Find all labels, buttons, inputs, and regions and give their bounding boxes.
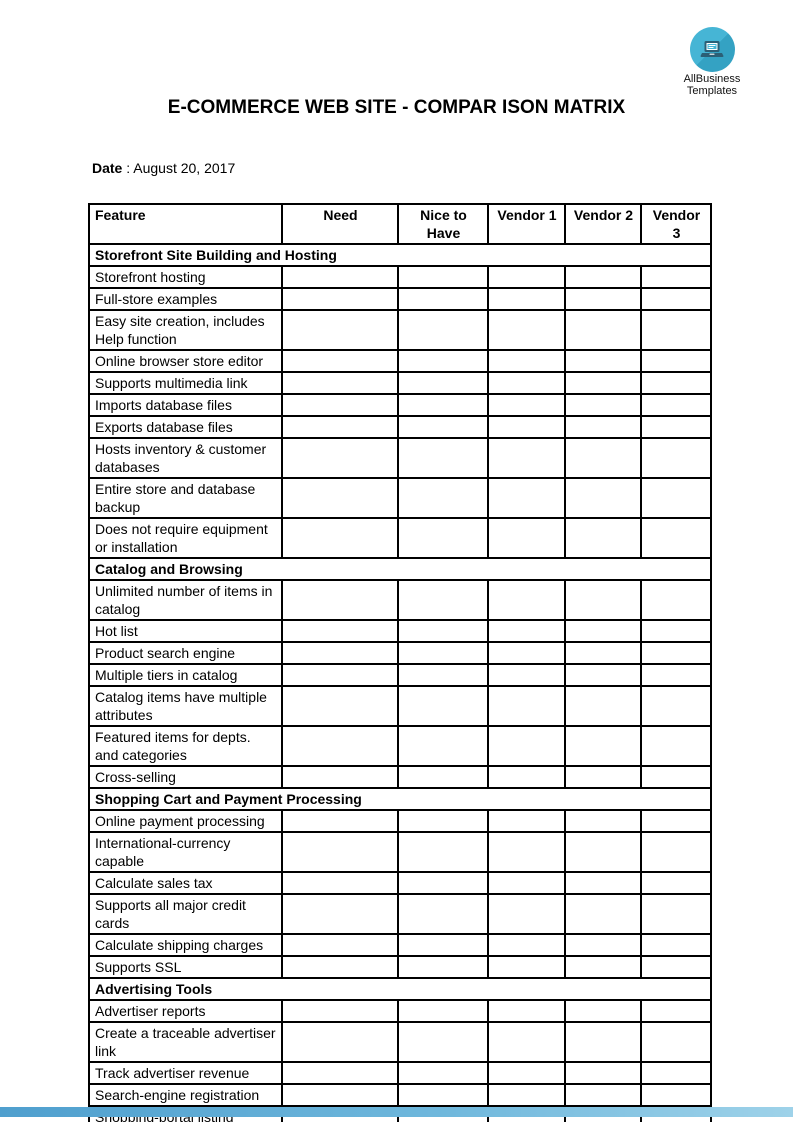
input-cell-vendor-1[interactable] <box>488 1000 565 1022</box>
input-cell-vendor-1[interactable] <box>488 620 565 642</box>
table-body <box>89 244 711 1122</box>
feature-row <box>89 686 711 726</box>
feature-row <box>89 664 711 686</box>
feature-label-cell: Storefront hosting <box>89 266 282 288</box>
feature-label-cell: Advertiser reports <box>89 1000 282 1022</box>
laptop-logo-icon <box>690 27 735 72</box>
input-cell-nice-to-have[interactable] <box>398 310 488 350</box>
input-cell-vendor-3[interactable] <box>641 766 711 788</box>
input-cell-vendor-3[interactable] <box>641 1062 711 1084</box>
input-cell-nice-to-have[interactable] <box>398 266 488 288</box>
laptop-icon <box>699 39 725 61</box>
feature-row <box>89 934 711 956</box>
input-cell-vendor-3[interactable] <box>641 620 711 642</box>
input-cell-nice-to-have[interactable] <box>398 518 488 558</box>
section-row <box>89 978 711 1000</box>
page-title: E-COMMERCE WEB SITE - COMPAR ISON MATRIX <box>167 97 626 118</box>
input-cell-vendor-2[interactable] <box>565 438 641 478</box>
input-cell-vendor-2[interactable] <box>565 832 641 872</box>
input-cell-vendor-2[interactable] <box>565 934 641 956</box>
input-cell-need[interactable] <box>282 372 398 394</box>
feature-label-cell: Track advertiser revenue <box>89 1062 282 1084</box>
input-cell-vendor-1[interactable] <box>488 478 565 518</box>
feature-row <box>89 438 711 478</box>
col-header-need: Need <box>282 204 398 244</box>
input-cell-need[interactable] <box>282 438 398 478</box>
allbusiness-logo <box>676 27 748 97</box>
feature-label-cell: Create a traceable advertiser link <box>89 1022 282 1062</box>
logo-text-line1: AllBusiness <box>683 73 741 85</box>
input-cell-vendor-1[interactable] <box>488 810 565 832</box>
feature-label-cell: Online browser store editor <box>89 350 282 372</box>
input-cell-vendor-1[interactable] <box>488 642 565 664</box>
input-cell-vendor-1[interactable] <box>488 518 565 558</box>
feature-label-cell: International-currency capable <box>89 832 282 872</box>
feature-row <box>89 726 711 766</box>
input-cell-vendor-2[interactable] <box>565 288 641 310</box>
input-cell-vendor-3[interactable] <box>641 642 711 664</box>
input-cell-vendor-3[interactable] <box>641 686 711 726</box>
input-cell-nice-to-have[interactable] <box>398 1062 488 1084</box>
input-cell-vendor-1[interactable] <box>488 416 565 438</box>
header-row <box>89 204 711 244</box>
input-cell-vendor-3[interactable] <box>641 518 711 558</box>
feature-label-cell: Does not require equipment or installation <box>89 518 282 558</box>
feature-row <box>89 350 711 372</box>
input-cell-need[interactable] <box>282 580 398 620</box>
input-cell-nice-to-have[interactable] <box>398 288 488 310</box>
input-cell-vendor-3[interactable] <box>641 438 711 478</box>
input-cell-vendor-2[interactable] <box>565 478 641 518</box>
input-cell-vendor-1[interactable] <box>488 394 565 416</box>
input-cell-vendor-3[interactable] <box>641 266 711 288</box>
input-cell-vendor-1[interactable] <box>488 310 565 350</box>
input-cell-vendor-3[interactable] <box>641 832 711 872</box>
col-header-vendor-1: Vendor 1 <box>488 204 565 244</box>
input-cell-nice-to-have[interactable] <box>398 438 488 478</box>
input-cell-vendor-2[interactable] <box>565 310 641 350</box>
section-title: Storefront Site Building and Hosting <box>89 244 711 266</box>
input-cell-nice-to-have[interactable] <box>398 956 488 978</box>
input-cell-nice-to-have[interactable] <box>398 894 488 934</box>
input-cell-nice-to-have[interactable] <box>398 1084 488 1106</box>
feature-label-cell: Cross-selling <box>89 766 282 788</box>
feature-label-cell: Calculate shipping charges <box>89 934 282 956</box>
input-cell-vendor-2[interactable] <box>565 620 641 642</box>
input-cell-vendor-1[interactable] <box>488 438 565 478</box>
feature-row <box>89 266 711 288</box>
input-cell-nice-to-have[interactable] <box>398 1022 488 1062</box>
section-title: Catalog and Browsing <box>89 558 711 580</box>
input-cell-nice-to-have[interactable] <box>398 934 488 956</box>
input-cell-vendor-3[interactable] <box>641 894 711 934</box>
feature-label-cell: Product search engine <box>89 642 282 664</box>
date-line <box>92 160 235 176</box>
feature-row <box>89 394 711 416</box>
input-cell-vendor-2[interactable] <box>565 872 641 894</box>
input-cell-need[interactable] <box>282 1022 398 1062</box>
feature-row <box>89 288 711 310</box>
input-cell-vendor-2[interactable] <box>565 642 641 664</box>
input-cell-vendor-2[interactable] <box>565 580 641 620</box>
input-cell-nice-to-have[interactable] <box>398 766 488 788</box>
input-cell-need[interactable] <box>282 1084 398 1106</box>
input-cell-need[interactable] <box>282 350 398 372</box>
input-cell-vendor-2[interactable] <box>565 894 641 934</box>
input-cell-vendor-1[interactable] <box>488 956 565 978</box>
input-cell-vendor-1[interactable] <box>488 766 565 788</box>
date-value: : August 20, 2017 <box>126 160 236 176</box>
input-cell-need[interactable] <box>282 1000 398 1022</box>
input-cell-vendor-2[interactable] <box>565 726 641 766</box>
feature-label-cell: Supports multimedia link <box>89 372 282 394</box>
input-cell-nice-to-have[interactable] <box>398 580 488 620</box>
input-cell-need[interactable] <box>282 394 398 416</box>
input-cell-vendor-3[interactable] <box>641 580 711 620</box>
input-cell-vendor-3[interactable] <box>641 372 711 394</box>
input-cell-need[interactable] <box>282 518 398 558</box>
section-row <box>89 788 711 810</box>
input-cell-need[interactable] <box>282 620 398 642</box>
input-cell-nice-to-have[interactable] <box>398 416 488 438</box>
section-title: Shopping Cart and Payment Processing <box>89 788 711 810</box>
feature-row <box>89 416 711 438</box>
input-cell-vendor-1[interactable] <box>488 350 565 372</box>
input-cell-need[interactable] <box>282 894 398 934</box>
input-cell-nice-to-have[interactable] <box>398 726 488 766</box>
feature-label-cell: Catalog items have multiple attributes <box>89 686 282 726</box>
section-title: Advertising Tools <box>89 978 711 1000</box>
feature-row <box>89 642 711 664</box>
input-cell-vendor-1[interactable] <box>488 266 565 288</box>
input-cell-vendor-1[interactable] <box>488 372 565 394</box>
feature-label-cell: Online payment processing <box>89 810 282 832</box>
feature-label-cell: Imports database files <box>89 394 282 416</box>
feature-label-cell: Search-engine registration <box>89 1084 282 1106</box>
input-cell-nice-to-have[interactable] <box>398 620 488 642</box>
input-cell-need[interactable] <box>282 1062 398 1084</box>
input-cell-vendor-2[interactable] <box>565 1000 641 1022</box>
footer-accent-bar <box>0 1107 793 1117</box>
input-cell-need[interactable] <box>282 686 398 726</box>
input-cell-need[interactable] <box>282 416 398 438</box>
input-cell-vendor-1[interactable] <box>488 832 565 872</box>
input-cell-nice-to-have[interactable] <box>398 642 488 664</box>
input-cell-vendor-3[interactable] <box>641 810 711 832</box>
feature-label-cell: Supports SSL <box>89 956 282 978</box>
input-cell-nice-to-have[interactable] <box>398 372 488 394</box>
input-cell-need[interactable] <box>282 872 398 894</box>
feature-row <box>89 372 711 394</box>
input-cell-nice-to-have[interactable] <box>398 394 488 416</box>
feature-row <box>89 310 711 350</box>
feature-label-cell: Entire store and database backup <box>89 478 282 518</box>
input-cell-need[interactable] <box>282 810 398 832</box>
input-cell-vendor-3[interactable] <box>641 934 711 956</box>
feature-row <box>89 872 711 894</box>
feature-row <box>89 894 711 934</box>
feature-label-cell: Hosts inventory & customer databases <box>89 438 282 478</box>
input-cell-vendor-2[interactable] <box>565 1084 641 1106</box>
input-cell-vendor-3[interactable] <box>641 416 711 438</box>
input-cell-nice-to-have[interactable] <box>398 810 488 832</box>
input-cell-vendor-2[interactable] <box>565 518 641 558</box>
feature-row <box>89 1084 711 1106</box>
input-cell-vendor-3[interactable] <box>641 394 711 416</box>
input-cell-nice-to-have[interactable] <box>398 872 488 894</box>
input-cell-vendor-2[interactable] <box>565 350 641 372</box>
comparison-matrix-table <box>88 203 712 1122</box>
feature-row <box>89 810 711 832</box>
input-cell-vendor-2[interactable] <box>565 664 641 686</box>
input-cell-vendor-3[interactable] <box>641 1000 711 1022</box>
input-cell-vendor-1[interactable] <box>488 726 565 766</box>
input-cell-vendor-2[interactable] <box>565 266 641 288</box>
input-cell-nice-to-have[interactable] <box>398 350 488 372</box>
col-header-vendor-2: Vendor 2 <box>565 204 641 244</box>
input-cell-vendor-3[interactable] <box>641 310 711 350</box>
col-header-feature: Feature <box>89 204 282 244</box>
feature-label-cell: Easy site creation, includes Help function <box>89 310 282 350</box>
date-label: Date <box>92 160 123 176</box>
input-cell-vendor-3[interactable] <box>641 478 711 518</box>
feature-row <box>89 478 711 518</box>
feature-row <box>89 832 711 872</box>
input-cell-vendor-1[interactable] <box>488 580 565 620</box>
feature-row <box>89 956 711 978</box>
input-cell-vendor-1[interactable] <box>488 872 565 894</box>
input-cell-vendor-2[interactable] <box>565 416 641 438</box>
input-cell-nice-to-have[interactable] <box>398 686 488 726</box>
input-cell-need[interactable] <box>282 934 398 956</box>
input-cell-need[interactable] <box>282 310 398 350</box>
feature-label-cell: Exports database files <box>89 416 282 438</box>
input-cell-vendor-1[interactable] <box>488 1084 565 1106</box>
input-cell-vendor-1[interactable] <box>488 288 565 310</box>
input-cell-vendor-3[interactable] <box>641 726 711 766</box>
feature-row <box>89 1062 711 1084</box>
input-cell-need[interactable] <box>282 478 398 518</box>
input-cell-nice-to-have[interactable] <box>398 478 488 518</box>
input-cell-need[interactable] <box>282 642 398 664</box>
col-header-nice-to-have: Nice to Have <box>398 204 488 244</box>
input-cell-nice-to-have[interactable] <box>398 832 488 872</box>
input-cell-vendor-2[interactable] <box>565 372 641 394</box>
input-cell-vendor-3[interactable] <box>641 288 711 310</box>
feature-row <box>89 766 711 788</box>
input-cell-vendor-1[interactable] <box>488 934 565 956</box>
input-cell-need[interactable] <box>282 832 398 872</box>
input-cell-nice-to-have[interactable] <box>398 664 488 686</box>
feature-row <box>89 518 711 558</box>
input-cell-need[interactable] <box>282 266 398 288</box>
input-cell-vendor-2[interactable] <box>565 394 641 416</box>
input-cell-vendor-2[interactable] <box>565 1022 641 1062</box>
input-cell-vendor-1[interactable] <box>488 1022 565 1062</box>
feature-label-cell: Supports all major credit cards <box>89 894 282 934</box>
input-cell-vendor-3[interactable] <box>641 664 711 686</box>
section-row <box>89 244 711 266</box>
input-cell-need[interactable] <box>282 726 398 766</box>
feature-label-cell: Calculate sales tax <box>89 872 282 894</box>
input-cell-need[interactable] <box>282 766 398 788</box>
section-row <box>89 558 711 580</box>
input-cell-need[interactable] <box>282 288 398 310</box>
input-cell-nice-to-have[interactable] <box>398 1000 488 1022</box>
input-cell-vendor-2[interactable] <box>565 766 641 788</box>
feature-row <box>89 1000 711 1022</box>
input-cell-vendor-3[interactable] <box>641 872 711 894</box>
input-cell-vendor-1[interactable] <box>488 894 565 934</box>
feature-label-cell: Hot list <box>89 620 282 642</box>
input-cell-vendor-2[interactable] <box>565 1062 641 1084</box>
feature-label-cell: Featured items for depts. and categories <box>89 726 282 766</box>
input-cell-vendor-3[interactable] <box>641 350 711 372</box>
input-cell-vendor-3[interactable] <box>641 1084 711 1106</box>
feature-row <box>89 1022 711 1062</box>
feature-row <box>89 620 711 642</box>
col-header-vendor-3: Vendor 3 <box>641 204 711 244</box>
input-cell-vendor-2[interactable] <box>565 686 641 726</box>
input-cell-vendor-2[interactable] <box>565 810 641 832</box>
input-cell-need[interactable] <box>282 956 398 978</box>
input-cell-vendor-3[interactable] <box>641 1022 711 1062</box>
input-cell-need[interactable] <box>282 664 398 686</box>
feature-label-cell: Multiple tiers in catalog <box>89 664 282 686</box>
input-cell-vendor-1[interactable] <box>488 1062 565 1084</box>
feature-label-cell: Full-store examples <box>89 288 282 310</box>
input-cell-vendor-1[interactable] <box>488 686 565 726</box>
feature-row <box>89 580 711 620</box>
input-cell-vendor-3[interactable] <box>641 956 711 978</box>
input-cell-vendor-1[interactable] <box>488 664 565 686</box>
input-cell-vendor-2[interactable] <box>565 956 641 978</box>
feature-label-cell: Unlimited number of items in catalog <box>89 580 282 620</box>
logo-text-line2: Templates <box>686 84 738 97</box>
